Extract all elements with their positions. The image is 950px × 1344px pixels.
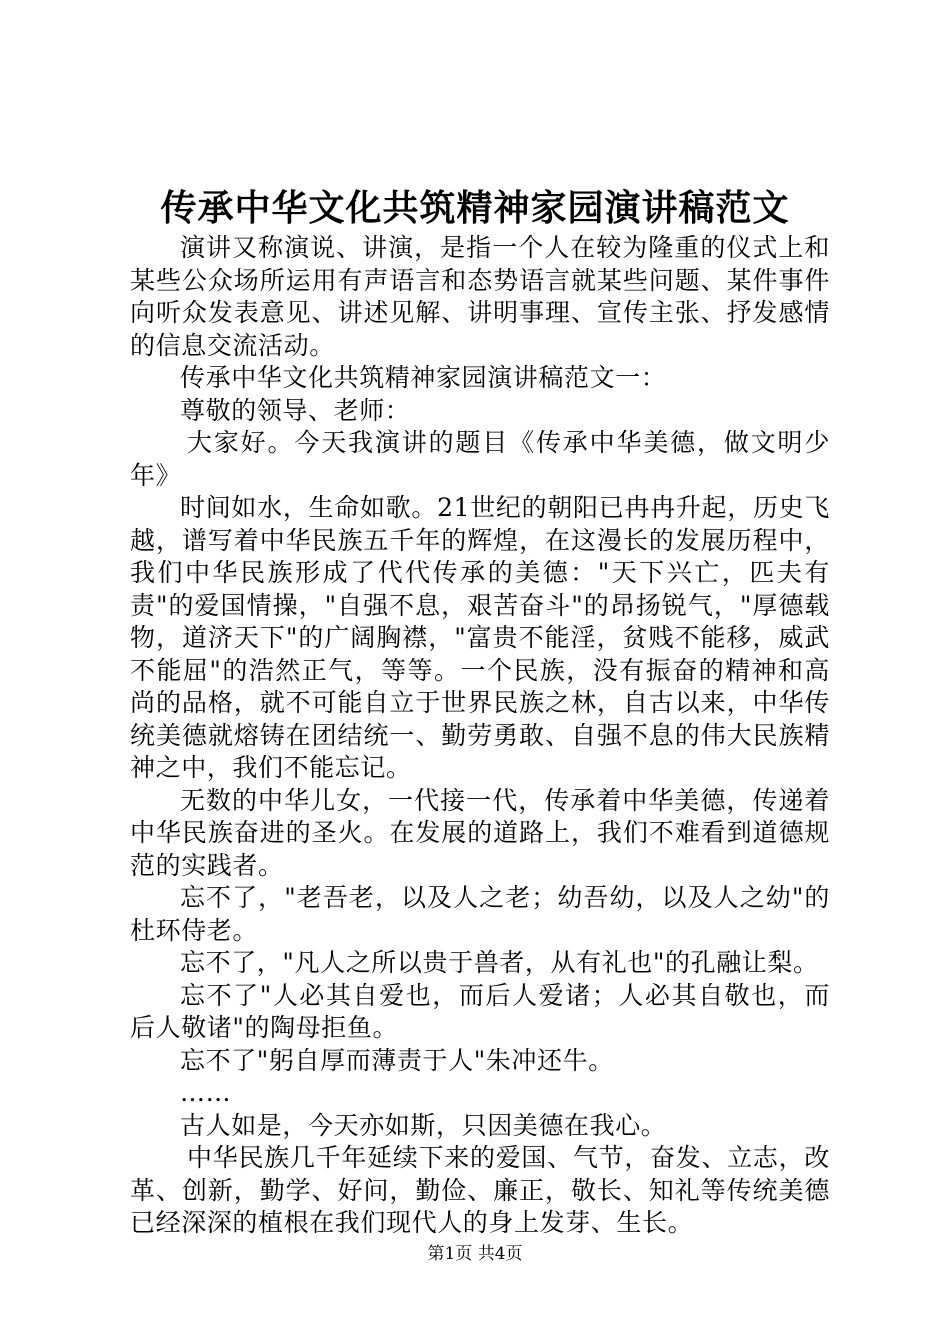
paragraph-body-5: 忘不了"人必其自爱也，而后人爱诸；人必其自敬也，而后人敬诸"的陶母拒鱼。: [130, 980, 830, 1042]
paragraph-ellipsis: ……: [180, 1078, 232, 1107]
paragraph-greeting: 大家好。今天我演讲的题目《传承中华美德，做文明少年》: [130, 428, 830, 490]
paragraph-body-3: 忘不了，"老吾老，以及人之老；幼吾幼，以及人之幼"的杜环侍老。: [130, 883, 830, 945]
paragraph-body-7: 古人如是，今天亦如斯，只因美德在我心。: [180, 1110, 667, 1140]
document-body: [130, 232, 830, 1240]
paragraph-body-2: 无数的中华儿女，一代接一代，传承着中华美德，传递着中华民族奋进的圣火。在发展的道路上，我们不难看到道德规范的实践者。: [130, 785, 830, 880]
page-number-footer: 第1页 共4页: [427, 1244, 523, 1264]
paragraph-body-8: 中华民族几千年延续下来的爱国、气节，奋发、立志，改革、创新，勤学、好问，勤俭、廉正，敬长、知礼等传统美德已经深深的植根在我们现代人的身上发芽、生长。: [130, 1143, 830, 1237]
paragraph-salutation: 尊敬的领导、老师：: [180, 395, 411, 425]
paragraph-intro: 演讲又称演说、讲演，是指一个人在较为隆重的仪式上和某些公众场所运用有声语言和态势语言就某些问题、某件事件向听众发表意见、讲述见解、讲明事理、宣传主张、抒发感情的信息交流活动。: [130, 233, 830, 360]
paragraph-body-1: 时间如水，生命如歌。21世纪的朝阳已冉冉升起，历史飞越，谱写着中华民族五千年的辉煌，在这漫长的发展历程中，我们中华民族形成了代代传承的美德："天下兴亡，匹夫有责"的爱国情操，"自强不息，艰苦奋斗"的昂扬锐气，"厚德载物，道济天下"的广阔胸襟，"富贵不能淫，贫贱不能移，威武不能屈"的浩然正气，等等。一个民族，没有振奋的精神和高尚的品格，就不可能自立于世界民族之林，自古以来，中华传统美德就熔铸在团结统一、勤劳勇敢、自强不息的伟大民族精神之中，我们不能忘记。: [130, 493, 830, 782]
paragraph-sample-heading: 传承中华文化共筑精神家园演讲稿范文一：: [180, 363, 667, 392]
paragraph-body-6: 忘不了"躬自厚而薄责于人"朱冲还牛。: [180, 1045, 614, 1075]
paragraph-body-4: 忘不了，"凡人之所以贵于兽者，从有礼也"的孔融让梨。: [180, 948, 819, 977]
document-title: 传承中华文化共筑精神家园演讲稿范文: [160, 187, 790, 229]
